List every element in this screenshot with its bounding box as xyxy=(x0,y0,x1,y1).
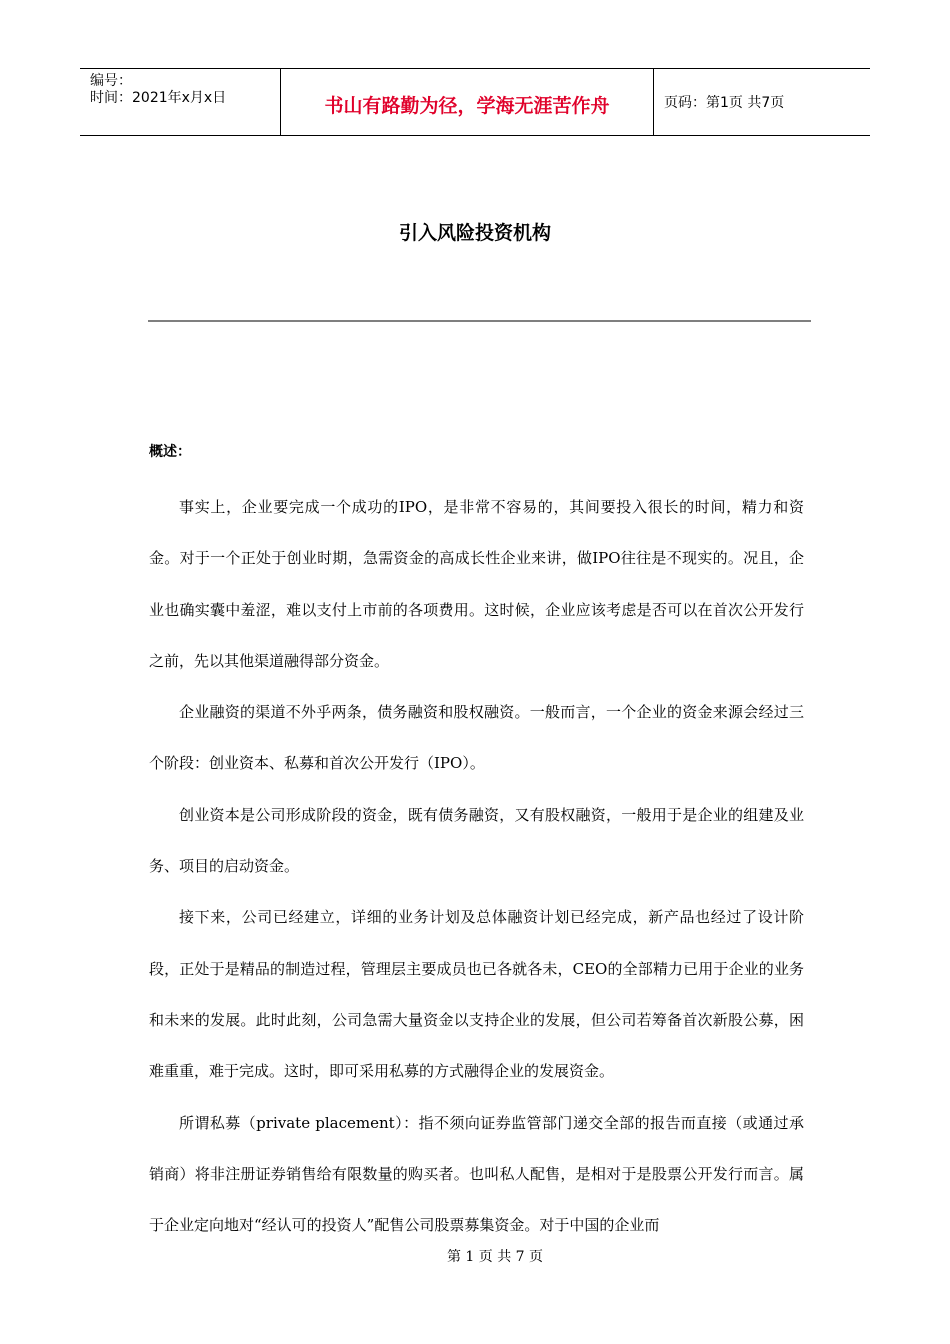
header-motto: 书山有路勤为径，学海无涯苦作舟 xyxy=(324,94,610,117)
title-divider xyxy=(148,320,811,322)
body-paragraph: 企业融资的渠道不外乎两条，债务融资和股权融资。一般而言，一个企业的资金来源会经过三个阶段：创业资本、私募和首次公开发行（IPO）。 xyxy=(149,703,804,773)
document-title: 引入风险投资机构 xyxy=(398,222,551,244)
body-paragraph: 所谓私募（private placement）：指不须向证券监管部门递交全部的报告而直接（或通过承销商）将非注册证券销售给有限数量的购买者。也叫私人配售，是相对于是股票公开发行而言。属于企业定向地对“经认可的投资人”配售公司股票募集资金。对于中国的企业而 xyxy=(149,1113,804,1235)
document-date-label: 时间：2021年x月x日 xyxy=(90,90,227,106)
body-paragraph: 接下来，公司已经建立，详细的业务计划及总体融资计划已经完成，新产品也经过了设计阶段，正处于是精品的制造过程，管理层主要成员也已各就各未，CEO的全部精力已用于企业的业务和未来的发展。此时此刻，公司急需大量资金以支持企业的发展，但公司若筹备首次新股公募，困难重重，难于完成。这时，即可采用私募的方式融得企业的发展资金。 xyxy=(149,908,804,1081)
footer-page-number: 第 1 页 共 7 页 xyxy=(446,1249,544,1265)
body-paragraph: 事实上，企业要完成一个成功的IPO，是非常不容易的，其间要投入很长的时间，精力和资金。对于一个正处于创业时期，急需资金的高成长性企业来讲，做IPO往往是不现实的。况且，企业也确实囊中羞涩，难以支付上市前的各项费用。这时候，企业应该考虑是否可以在首次公开发行之前，先以其他渠道融得部分资金。 xyxy=(149,498,804,670)
header-motto-cell xyxy=(281,69,654,135)
body-paragraph: 创业资本是公司形成阶段的资金，既有债务融资，又有股权融资，一般用于是企业的组建及业务、项目的启动资金。 xyxy=(149,805,804,876)
document-number-label: 编号： xyxy=(90,73,132,89)
header-meta-cell xyxy=(80,69,281,135)
document-body xyxy=(149,482,804,1251)
header-page-info: 页码：第1页 共7页 xyxy=(664,95,785,111)
section-label-overview: 概述： xyxy=(149,444,191,460)
header-page-cell xyxy=(654,69,870,135)
header-table xyxy=(80,68,870,136)
